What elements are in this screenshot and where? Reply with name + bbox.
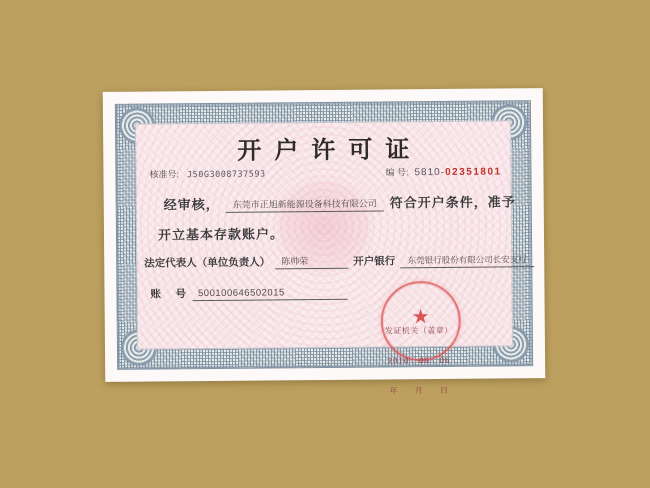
issue-date-value: 2010 05 06	[387, 355, 451, 366]
account-opening-permit-certificate	[103, 88, 546, 396]
review-prefix-text: 经审核，	[163, 196, 220, 213]
certificate-content	[103, 88, 546, 396]
approval-number-value: J50G3008737593	[186, 169, 266, 181]
serial-number-red: 02351801	[445, 166, 502, 178]
review-statement-row	[164, 191, 516, 213]
bank-label: 开户银行	[353, 255, 396, 268]
serial-number-prefix: 5810-	[414, 166, 446, 179]
certificate-title: 开户许可证	[237, 137, 423, 165]
company-name-value: 东莞市正旭新能源设备科技有限公司	[226, 196, 384, 212]
serial-number-row	[385, 164, 501, 178]
legal-rep-name-value: 陈帅荣	[275, 254, 348, 270]
account-number-row	[150, 285, 347, 302]
issuer-label: 发证机关（盖章）	[384, 325, 453, 336]
permit-statement-row	[158, 223, 284, 243]
review-suffix-text: 符合开户条件，准予	[389, 194, 516, 211]
legal-rep-label: 法定代表人（单位负责人）	[144, 256, 271, 270]
account-number-value: 500100646502015	[192, 287, 347, 301]
serial-number-label: 编 号:	[385, 167, 409, 178]
issuer-stamp-block	[361, 306, 478, 417]
approval-number-row	[149, 167, 265, 181]
permit-statement-text: 开立基本存款账户。	[157, 226, 285, 243]
seal-star-icon: ★	[411, 306, 430, 329]
approval-number-label: 核准号:	[149, 169, 180, 180]
issue-date-units: 年 月 日	[389, 385, 450, 396]
bank-name-value: 东莞银行股份有限公司长安支行	[400, 253, 534, 268]
legal-rep-and-bank-row	[144, 252, 539, 270]
account-number-label: 账 号	[150, 288, 189, 301]
